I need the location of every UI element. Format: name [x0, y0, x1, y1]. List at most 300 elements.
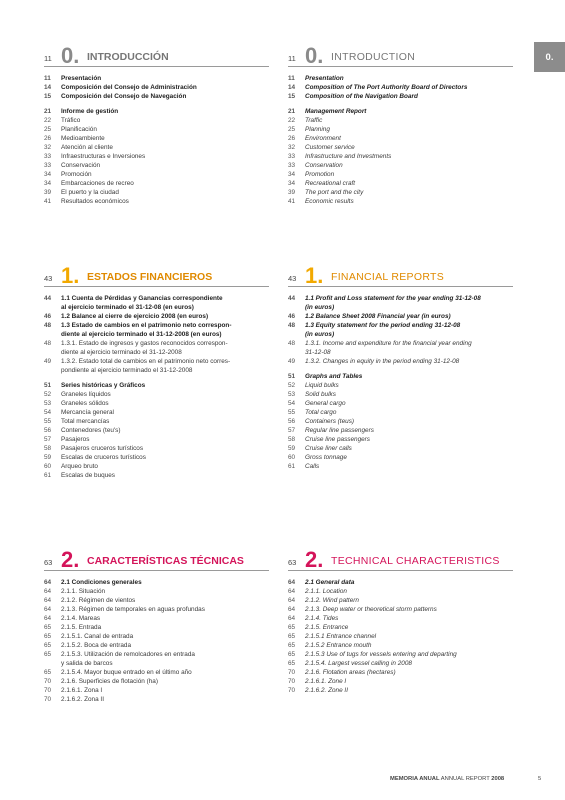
- toc-entry-title: 1.1 Cuenta de Pérdidas y Ganancias correspondiente: [61, 295, 223, 302]
- toc-entry: [288, 321, 513, 330]
- toc-entry: [288, 134, 513, 143]
- toc-entry: [44, 348, 269, 357]
- toc-entry: [44, 92, 269, 101]
- toc-entry-title: Graphs and Tables: [305, 373, 363, 380]
- toc-entry: [288, 426, 513, 435]
- section-page-number: 43: [288, 274, 297, 283]
- toc-entry: [288, 92, 513, 101]
- toc-entry: [44, 650, 269, 659]
- toc-entry-title: Tráfico: [61, 117, 81, 124]
- toc-page-number: 65: [44, 642, 52, 649]
- toc-entry-title: Customer service: [305, 144, 355, 151]
- toc-page-number: 54: [288, 400, 296, 407]
- footer: [390, 776, 504, 782]
- toc-entry: [44, 659, 269, 668]
- toc-page-number: 41: [44, 198, 52, 205]
- toc-entry-title: 1.3.1. Income and expenditure for the financial year ending: [305, 340, 472, 347]
- toc-entry-title: Promotion: [305, 171, 335, 178]
- toc-entry: [44, 294, 269, 303]
- toc-entry-title: 2.1.2. Régimen de vientos: [61, 597, 136, 604]
- toc-page-number: 70: [44, 678, 52, 685]
- toc-page-number: 32: [288, 144, 296, 151]
- toc-entry: [44, 188, 269, 197]
- toc-entry: [44, 116, 269, 125]
- toc-page-number: 33: [44, 162, 52, 169]
- toc-entry: [44, 143, 269, 152]
- toc-entry-title: Economic results: [305, 198, 354, 205]
- toc-entry: [44, 578, 269, 587]
- toc-entry: [288, 125, 513, 134]
- toc-page-number: 56: [288, 418, 296, 425]
- toc-page-number: 25: [288, 126, 296, 133]
- toc-page-number: 52: [44, 391, 52, 398]
- toc-entry-title: Pasajeros: [61, 436, 90, 443]
- toc-entry: [288, 399, 513, 408]
- toc-entry-title: 2.1.5.1. Canal de entrada: [61, 633, 134, 640]
- toc-entry-title: 2.1.6. Superficies de flotación (ha): [61, 678, 158, 685]
- toc-entry-title: 2.1.5.1 Entrance channel: [305, 633, 377, 640]
- section-title: CARACTERÍSTICAS TÉCNICAS: [87, 555, 244, 567]
- toc-page-number: 65: [288, 633, 296, 640]
- toc-entry-title: Composition of the Navigation Board: [305, 93, 418, 100]
- toc-entry: [44, 623, 269, 632]
- toc-entry-title: 2.1.5. Entrada: [61, 624, 102, 631]
- section-heading: [44, 38, 269, 67]
- toc-entry: [44, 641, 269, 650]
- toc-entry-title: diente al ejercicio terminado el 31-12-2008 (en euros): [61, 331, 222, 338]
- toc-page-number: 22: [288, 117, 296, 124]
- toc-entry-title: Recreational craft: [305, 180, 356, 187]
- toc-page-number: 64: [288, 615, 296, 622]
- section-title: TECHNICAL CHARACTERISTICS: [331, 555, 500, 567]
- toc-entry-title: 2.1.5.3. Utilización de remolcadores en entrada: [61, 651, 195, 658]
- toc-entry-title: al ejercicio terminado el 31-12-08 (en euros): [61, 304, 194, 311]
- toc-entry: [44, 312, 269, 321]
- toc-entry-title: Management Report: [305, 108, 367, 115]
- toc-entry-title: 2.1.5.2 Entrance mouth: [305, 642, 372, 649]
- toc-page-number: 48: [288, 322, 296, 329]
- toc-entry-title: y salida de barcos: [61, 660, 113, 667]
- toc-entry-title: (in euros): [305, 331, 335, 338]
- toc-entry: [44, 417, 269, 426]
- toc-page-number: 15: [44, 93, 52, 100]
- toc-page-number: 14: [288, 84, 296, 91]
- toc-page-number: 32: [44, 144, 52, 151]
- section-title: FINANCIAL REPORTS: [331, 271, 445, 283]
- section-1-en: [288, 258, 513, 471]
- toc-entry-title: Mercancía general: [61, 409, 114, 416]
- toc-entry-title: Composition of The Port Authority Board of Directors: [305, 84, 468, 91]
- toc-entry-title: Solid bulks: [305, 391, 336, 398]
- toc-page-number: [44, 348, 61, 357]
- section-page-number: 11: [44, 54, 52, 63]
- toc-page-number: [288, 330, 305, 339]
- section-number: 1.: [305, 263, 324, 288]
- toc-page-number: 64: [44, 606, 52, 613]
- toc-page-number: 65: [44, 651, 52, 658]
- toc-entry: [44, 74, 269, 83]
- toc-page-number: 57: [44, 436, 52, 443]
- toc-entry: [288, 444, 513, 453]
- toc-entry-title: 2.1.5.4. Largest vessel calling in 2008: [305, 660, 412, 667]
- toc-page-number: 55: [288, 409, 296, 416]
- toc-page-number: 70: [44, 687, 52, 694]
- toc-entry: [288, 303, 513, 312]
- toc-page-number: 65: [288, 660, 296, 667]
- toc-entry-title: Containers (teus): [305, 418, 355, 425]
- toc-page-number: 59: [288, 445, 296, 452]
- toc-page-number: 54: [44, 409, 52, 416]
- toc-page-number: 11: [288, 75, 295, 82]
- toc-page-number: 65: [288, 651, 296, 658]
- toc-entry: [288, 188, 513, 197]
- toc-entry-title: Atención al cliente: [61, 144, 113, 151]
- toc-entry-title: Planificación: [61, 126, 97, 133]
- section-number: 0.: [61, 43, 80, 68]
- toc-entry-title: 1.3.2. Changes in equity in the period ending 31-12-08: [305, 358, 460, 365]
- toc-entry: [288, 632, 513, 641]
- toc-page-number: 58: [288, 436, 296, 443]
- section-number: 1.: [61, 263, 80, 288]
- toc-entry-title: 1.3.2. Estado total de cambios en el patrimonio neto corres-: [61, 358, 231, 365]
- toc-entry-title: Graneles líquidos: [61, 391, 111, 398]
- toc-page-number: 52: [288, 382, 296, 389]
- section-page-number: 63: [44, 558, 53, 567]
- section-0-en: [288, 38, 513, 206]
- toc-page-number: [44, 330, 61, 339]
- toc-page-number: 34: [288, 171, 296, 178]
- toc-page-number: 59: [44, 454, 52, 461]
- toc-entry-title: Infrastructure and Investments: [305, 153, 392, 160]
- toc-page-number: 61: [44, 472, 52, 479]
- toc-entry-title: Contenedores (teu's): [61, 427, 121, 434]
- toc-entry-title: Presentation: [305, 75, 344, 82]
- section-number: 2.: [61, 547, 80, 572]
- toc-entry: [288, 330, 513, 339]
- toc-entry: [44, 107, 269, 116]
- toc-entry: [44, 390, 269, 399]
- toc-entry: [44, 339, 269, 348]
- toc-entry-title: El puerto y la ciudad: [61, 189, 119, 196]
- toc-entry-title: Cruise liner calls: [305, 445, 352, 452]
- toc-entry-title: Regular line passengers: [305, 427, 374, 434]
- toc-entry-title: The port and the city: [305, 189, 364, 196]
- toc-entry: [288, 677, 513, 686]
- toc-entry: [288, 614, 513, 623]
- toc-entry-title: Liquid bulks: [305, 382, 339, 389]
- toc-entry: [44, 408, 269, 417]
- toc-entry: [288, 372, 513, 381]
- toc-entry-title: 2.1 General data: [305, 579, 355, 586]
- toc-entry: [288, 339, 513, 348]
- toc-entry-title: Conservation: [305, 162, 343, 169]
- toc-page-number: 25: [44, 126, 52, 133]
- section-page-number: 11: [288, 54, 296, 63]
- section-heading: [288, 38, 513, 67]
- toc-page-number: 60: [288, 454, 296, 461]
- toc-entry-title: pondiente al ejercicio terminado el 31-12-2008: [61, 367, 193, 374]
- toc-page-number: 26: [44, 135, 52, 142]
- toc-entry-title: 2.1.1. Location: [305, 588, 347, 595]
- toc-entry-title: Total mercancías: [61, 418, 110, 425]
- toc-entry-title: 2.1.2. Wind pattern: [305, 597, 359, 604]
- toc-entry: [288, 152, 513, 161]
- toc-entry: [288, 116, 513, 125]
- toc-page-number: 39: [288, 189, 296, 196]
- toc-entry-title: 2.1.5.4. Mayor buque entrado en el último año: [61, 669, 192, 676]
- toc-entry: [288, 596, 513, 605]
- footer-title-es: MEMORIA ANUAL: [390, 776, 440, 782]
- toc-entry: [44, 83, 269, 92]
- toc-entry-title: 2.1.5.2. Boca de entrada: [61, 642, 131, 649]
- toc-page-number: 61: [288, 463, 296, 470]
- section-title: INTRODUCTION: [331, 51, 416, 63]
- toc-entry: [288, 668, 513, 677]
- toc-list: [288, 74, 513, 206]
- toc-page-number: [44, 303, 61, 312]
- toc-entry-title: 2.1.4. Mareas: [61, 615, 101, 622]
- section-title: INTRODUCCIÓN: [87, 51, 169, 63]
- chapter-tab: 0.: [534, 42, 565, 72]
- toc-page-number: 34: [288, 180, 296, 187]
- toc-entry: [288, 408, 513, 417]
- section-2-en: [288, 542, 513, 695]
- toc-page-number: 64: [288, 579, 296, 586]
- toc-entry: [44, 677, 269, 686]
- toc-page-number: 33: [288, 153, 296, 160]
- toc-entry: [288, 170, 513, 179]
- page-number: 5: [538, 776, 542, 782]
- toc-entry-title: Total cargo: [305, 409, 337, 416]
- section-number: 0.: [305, 43, 324, 68]
- toc-entry-title: Traffic: [305, 117, 323, 124]
- toc-entry-title: 1.3 Estado de cambios en el patrimonio neto correspon-: [61, 322, 232, 329]
- toc-entry: [44, 426, 269, 435]
- toc-page-number: 21: [44, 108, 52, 115]
- toc-entry: [44, 695, 269, 704]
- toc-page-number: 64: [44, 579, 52, 586]
- toc-entry: [288, 623, 513, 632]
- toc-page-number: 53: [44, 400, 52, 407]
- toc-page-number: [288, 303, 305, 312]
- toc-page-number: 60: [44, 463, 52, 470]
- toc-entry-title: Series históricas y Gráficos: [61, 382, 146, 389]
- section-0-es: [44, 38, 269, 206]
- toc-entry: [44, 587, 269, 596]
- toc-list: [44, 578, 269, 704]
- toc-entry: [288, 179, 513, 188]
- toc-entry: [44, 614, 269, 623]
- toc-list: [288, 578, 513, 695]
- toc-entry-title: 2.1.6.1. Zona I: [61, 687, 103, 694]
- toc-entry: [44, 152, 269, 161]
- toc-page-number: 65: [288, 624, 296, 631]
- toc-entry: [288, 348, 513, 357]
- toc-entry-title: 2.1.4. Tides: [305, 615, 339, 622]
- toc-entry: [288, 435, 513, 444]
- toc-entry: [288, 74, 513, 83]
- toc-entry-title: Embarcaciones de recreo: [61, 180, 134, 187]
- toc-page-number: 57: [288, 427, 296, 434]
- toc-entry-title: Conservación: [61, 162, 101, 169]
- toc-page-number: 65: [44, 669, 52, 676]
- toc-entry: [44, 357, 269, 366]
- toc-entry-title: Gross tonnage: [305, 454, 347, 461]
- toc-entry: [44, 125, 269, 134]
- footer-title-en: ANNUAL REPORT: [440, 776, 490, 782]
- toc-page-number: [44, 659, 61, 668]
- toc-page-number: 64: [288, 597, 296, 604]
- toc-entry: [288, 107, 513, 116]
- toc-page-number: 46: [44, 313, 52, 320]
- toc-entry: [44, 686, 269, 695]
- toc-entry: [44, 197, 269, 206]
- toc-entry-title: 2.1.6.2. Zona II: [61, 696, 104, 703]
- toc-page-number: 14: [44, 84, 52, 91]
- toc-entry: [288, 686, 513, 695]
- toc-entry-title: Arqueo bruto: [61, 463, 98, 470]
- toc-entry-title: (in euros): [305, 304, 335, 311]
- toc-page-number: 65: [288, 642, 296, 649]
- toc-entry-title: Cruise line passengers: [305, 436, 371, 443]
- toc-page-number: 48: [44, 322, 52, 329]
- toc-page-number: 49: [288, 358, 296, 365]
- toc-page-number: 65: [44, 624, 52, 631]
- toc-page-number: 64: [44, 597, 52, 604]
- toc-page-number: 26: [288, 135, 296, 142]
- toc-entry-title: Pasajeros cruceros turísticos: [61, 445, 144, 452]
- section-heading: [44, 542, 269, 571]
- toc-entry: [44, 321, 269, 330]
- toc-entry-title: 2.1.6.1. Zone I: [305, 678, 347, 685]
- toc-entry-title: 1.1 Profit and Loss statement for the year ending 31-12-08: [305, 295, 481, 302]
- toc-entry: [44, 471, 269, 480]
- toc-entry: [44, 444, 269, 453]
- toc-entry-title: 2.1.3. Deep water or theoretical storm patterns: [305, 606, 437, 613]
- toc-page-number: 70: [288, 687, 296, 694]
- toc-page-number: 34: [44, 171, 52, 178]
- toc-entry: [44, 399, 269, 408]
- toc-entry: [288, 462, 513, 471]
- toc-entry: [44, 668, 269, 677]
- toc-entry: [288, 605, 513, 614]
- toc-entry: [44, 462, 269, 471]
- toc-entry-title: Promoción: [61, 171, 92, 178]
- toc-page-number: 33: [44, 153, 52, 160]
- toc-page-number: 44: [44, 295, 52, 302]
- toc-page-number: [288, 348, 305, 357]
- toc-entry-title: Resultados económicos: [61, 198, 129, 205]
- toc-page-number: 33: [288, 162, 296, 169]
- toc-entry: [288, 659, 513, 668]
- toc-page-number: 11: [44, 75, 51, 82]
- section-2-es: [44, 542, 269, 704]
- toc-entry-title: Graneles sólidos: [61, 400, 109, 407]
- toc-entry-title: 1.3.1. Estado de ingresos y gastos reconocidos correspon-: [61, 340, 228, 347]
- toc-entry-title: 2.1.3. Régimen de temporales en aguas profundas: [61, 606, 205, 613]
- toc-entry-title: 2.1.1. Situación: [61, 588, 106, 595]
- toc-page-number: 22: [44, 117, 52, 124]
- toc-entry: [288, 161, 513, 170]
- section-heading: [44, 258, 269, 287]
- toc-entry: [44, 381, 269, 390]
- toc-list: [44, 74, 269, 206]
- toc-page-number: [44, 366, 61, 375]
- toc-entry: [288, 83, 513, 92]
- toc-entry: [44, 303, 269, 312]
- toc-page-number: 44: [288, 295, 296, 302]
- toc-entry-title: Escalas de cruceros turísticos: [61, 454, 146, 461]
- toc-entry: [44, 596, 269, 605]
- toc-entry-title: Informe de gestión: [61, 108, 119, 115]
- toc-entry: [44, 179, 269, 188]
- toc-entry: [288, 417, 513, 426]
- toc-entry: [288, 650, 513, 659]
- toc-entry-title: Infraestructuras e Inversiones: [61, 153, 146, 160]
- toc-page-number: 70: [44, 696, 52, 703]
- toc-entry-title: Composición del Consejo de Administración: [61, 84, 197, 91]
- toc-entry-title: 2.1 Condiciones generales: [61, 579, 142, 586]
- toc-entry-title: Presentación: [61, 75, 102, 82]
- toc-page-number: 51: [288, 373, 296, 380]
- toc-entry-title: Environment: [305, 135, 341, 142]
- toc-entry: [44, 453, 269, 462]
- toc-list: [288, 294, 513, 471]
- toc-entry: [44, 605, 269, 614]
- toc-page-number: 39: [44, 189, 52, 196]
- toc-page-number: 64: [44, 588, 52, 595]
- footer-year: 2008: [491, 776, 505, 782]
- toc-entry: [288, 197, 513, 206]
- toc-entry: [288, 143, 513, 152]
- toc-page-number: 70: [288, 669, 296, 676]
- toc-page-number: 55: [44, 418, 52, 425]
- toc-page-number: 46: [288, 313, 296, 320]
- toc-entry-title: 1.3 Equity statement for the period ending 31-12-08: [305, 322, 461, 329]
- toc-entry-title: 2.1.5.3 Use of tugs for vessels entering and departing: [305, 651, 457, 658]
- toc-page-number: 58: [44, 445, 52, 452]
- section-1-es: [44, 258, 269, 480]
- toc-entry: [44, 134, 269, 143]
- toc-entry: [44, 366, 269, 375]
- toc-entry: [288, 294, 513, 303]
- toc-entry: [288, 587, 513, 596]
- toc-entry: [288, 357, 513, 366]
- section-heading: [288, 542, 513, 571]
- toc-entry-title: diente al ejercicio terminado el 31-12-2008: [61, 349, 182, 356]
- toc-page-number: 70: [288, 678, 296, 685]
- toc-entry: [288, 381, 513, 390]
- section-heading: [288, 258, 513, 287]
- toc-page-number: 64: [288, 606, 296, 613]
- toc-entry-title: Composición del Consejo de Navegación: [61, 93, 187, 100]
- toc-entry: [288, 312, 513, 321]
- toc-entry: [44, 330, 269, 339]
- toc-entry-title: Calls: [305, 463, 320, 470]
- toc-entry-title: 2.1.6.2. Zone II: [305, 687, 348, 694]
- toc-page-number: 21: [288, 108, 296, 115]
- toc-page-number: 56: [44, 427, 52, 434]
- toc-entry-title: Planning: [305, 126, 330, 133]
- toc-entry-title: 1.2 Balance Sheet 2008 Financial year (in euros): [305, 313, 451, 320]
- toc-page-number: 15: [288, 93, 296, 100]
- section-title: ESTADOS FINANCIEROS: [87, 271, 213, 283]
- section-page-number: 43: [44, 274, 53, 283]
- toc-page-number: 41: [288, 198, 296, 205]
- toc-page-number: 65: [44, 633, 52, 640]
- toc-entry-title: 31-12-08: [305, 349, 331, 356]
- toc-page-number: 64: [288, 588, 296, 595]
